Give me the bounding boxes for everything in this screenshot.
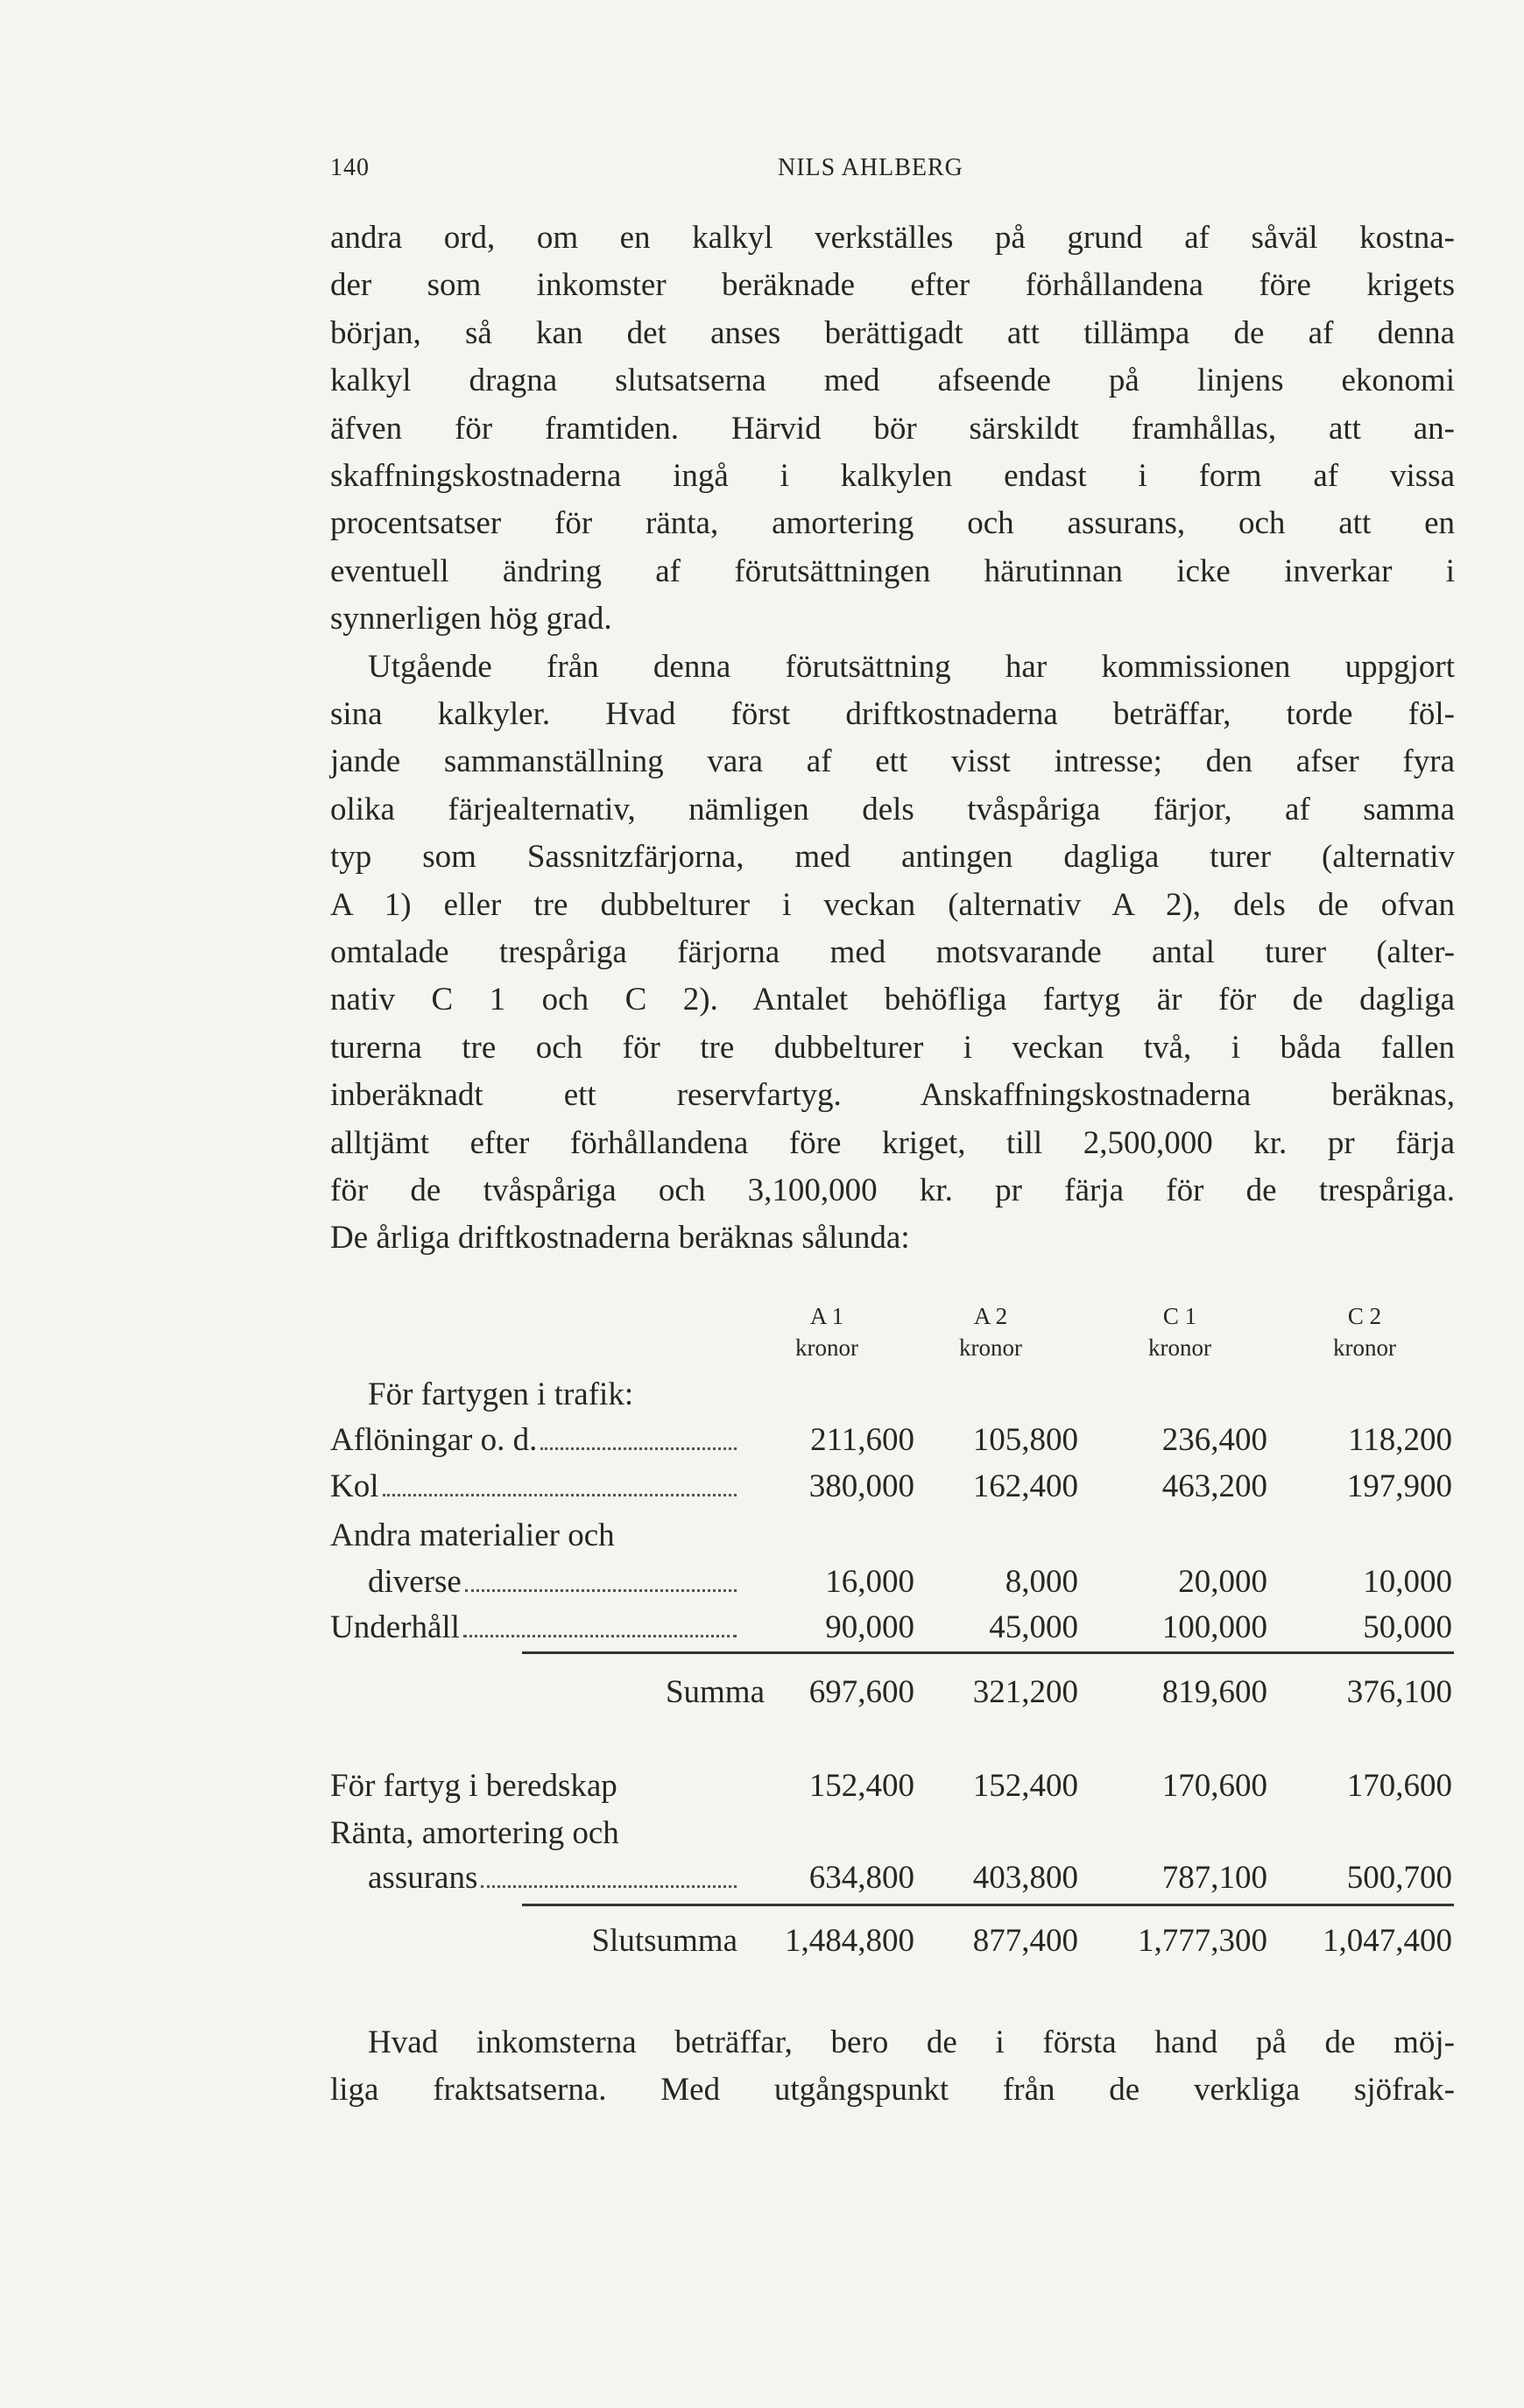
cell-value: 634,800	[808, 1860, 914, 1896]
text-line: procentsatser för ränta, amortering och assurans, och att en	[330, 505, 1455, 542]
row-label-text: Slutsumma	[591, 1923, 737, 1959]
cell-value: 500,700	[1346, 1860, 1452, 1896]
cell-value: 236,400	[1161, 1422, 1267, 1458]
column-unit: kronor	[795, 1334, 858, 1361]
row-label	[330, 1419, 742, 1462]
text-line: för de tvåspåriga och 3,100,000 kr. pr färja för de trespåriga.	[330, 1172, 1455, 1208]
column-name: A 2	[973, 1303, 1008, 1329]
row-label-text: Kol	[330, 1468, 379, 1504]
cell-value: 170,600	[1161, 1768, 1267, 1804]
column-unit: kronor	[1333, 1334, 1396, 1361]
row-label	[330, 1606, 742, 1650]
row-label	[350, 1671, 765, 1714]
section-heading: För fartygen i trafik:	[368, 1377, 634, 1412]
text-line: A 1) eller tre dubbelturer i veckan (alternativ A 2), dels de ofvan	[330, 886, 1455, 923]
text-line: turerna tre och för tre dubbelturer i veckan två, i båda fallen	[330, 1029, 1455, 1066]
cell-value: 162,400	[972, 1468, 1078, 1504]
dot-leader	[540, 1419, 737, 1450]
text-line: andra ord, om en kalkyl verkställes på grund af såväl kostna-	[330, 220, 1455, 256]
text-line: eventuell ändring af förutsättningen härutinnan icke inverkar i	[330, 553, 1455, 589]
cell-value: 321,200	[972, 1674, 1078, 1710]
cell-value: 1,777,300	[1138, 1923, 1267, 1959]
dot-leader	[383, 1465, 737, 1496]
cell-value: 463,200	[1161, 1468, 1267, 1504]
cell-value: 380,000	[808, 1468, 914, 1504]
cell-value: 16,000	[825, 1564, 914, 1600]
cell-value: 1,484,800	[785, 1923, 914, 1959]
cell-value: 697,600	[808, 1674, 914, 1710]
cell-value: 20,000	[1178, 1564, 1267, 1600]
row-label	[350, 1919, 737, 1963]
text-line: början, så kan det anses berättigadt att tillämpa de af denna	[330, 314, 1455, 351]
text-line: omtalade trespåriga färjorna med motsvarande antal turer (alter-	[330, 934, 1455, 970]
text-line: jande sammanställning vara af ett visst intresse; den afser fyra	[330, 743, 1455, 780]
row-label-text: För fartyg i beredskap	[330, 1768, 617, 1804]
column-header-a1	[739, 1300, 914, 1363]
cell-value: 118,200	[1348, 1422, 1452, 1458]
cell-value: 105,800	[972, 1422, 1078, 1458]
dot-leader	[465, 1560, 737, 1592]
cell-value: 376,100	[1346, 1674, 1452, 1710]
cell-value: 787,100	[1161, 1860, 1267, 1896]
column-header-a2	[903, 1300, 1078, 1363]
cell-value: 152,400	[808, 1768, 914, 1804]
column-unit: kronor	[1148, 1334, 1211, 1361]
text-line: inberäknadt ett reservfartyg. Anskaffningskostnaderna beräknas,	[330, 1077, 1455, 1114]
text-line: synnerligen hög grad.	[330, 601, 612, 637]
column-name: C 2	[1347, 1303, 1382, 1329]
cell-value: 211,600	[810, 1422, 914, 1458]
text-line: kalkyl dragna slutsatserna med afseende på linjens ekonomi	[330, 363, 1455, 399]
text-line: der som inkomster beräknade efter förhållandena före krigets	[330, 267, 1455, 304]
cell-value: 90,000	[825, 1609, 914, 1645]
dot-leader	[481, 1856, 737, 1888]
cell-value: 100,000	[1161, 1609, 1267, 1645]
row-label-line1: Andra materialier och	[330, 1517, 615, 1553]
dot-leader	[463, 1606, 737, 1637]
row-label-text: Underhåll	[330, 1609, 460, 1645]
text-line: Utgående från denna förutsättning har kommissionen uppgjort	[368, 648, 1455, 685]
cell-value: 10,000	[1363, 1564, 1452, 1600]
text-line: typ som Sassnitzfärjorna, med antingen dagliga turer (alternativ	[330, 839, 1455, 876]
cell-value: 8,000	[1005, 1564, 1078, 1600]
column-header-c2	[1277, 1300, 1452, 1363]
row-label-text: diverse	[368, 1564, 462, 1600]
column-name: A 1	[809, 1303, 844, 1329]
text-line: nativ C 1 och C 2). Antalet behöfliga fartyg är för de dagliga	[330, 982, 1455, 1018]
page-number: 140	[330, 154, 370, 181]
text-line: De årliga driftkostnaderna beräknas sålunda:	[330, 1220, 910, 1257]
text-line: Hvad inkomsterna beträffar, bero de i första hand på de möj-	[368, 2024, 1455, 2060]
text-line: olika färjealternativ, nämligen dels tvåspåriga färjor, af samma	[330, 791, 1455, 827]
text-line: liga fraktsatserna. Med utgångspunkt från de verkliga sjöfrak-	[330, 2072, 1455, 2109]
text-line: äfven för framtiden. Härvid bör särskildt framhållas, att an-	[330, 410, 1455, 447]
text-line: alltjämt efter förhållandena före kriget, till 2,500,000 kr. pr färja	[330, 1124, 1455, 1161]
column-unit: kronor	[959, 1334, 1022, 1361]
column-header-c1	[1092, 1300, 1267, 1363]
row-label	[330, 1465, 742, 1509]
cell-value: 819,600	[1161, 1674, 1267, 1710]
cell-value: 170,600	[1346, 1768, 1452, 1804]
sum-rule	[522, 1651, 1454, 1654]
cell-value: 50,000	[1363, 1609, 1452, 1645]
cell-value: 877,400	[972, 1923, 1078, 1959]
cell-value: 403,800	[972, 1860, 1078, 1896]
row-label-line1: Ränta, amortering och	[330, 1815, 619, 1851]
cell-value: 197,900	[1346, 1468, 1452, 1504]
total-rule	[522, 1904, 1454, 1906]
row-label	[330, 1764, 742, 1808]
row-label-text: assurans	[368, 1860, 478, 1896]
cell-value: 1,047,400	[1323, 1923, 1452, 1959]
row-label	[368, 1856, 742, 1900]
running-title: NILS AHLBERG	[778, 154, 963, 181]
row-label-text: Summa	[665, 1674, 765, 1710]
cell-value: 152,400	[972, 1768, 1078, 1804]
cell-value: 45,000	[989, 1609, 1078, 1645]
row-label-text: Aflöningar o. d.	[330, 1422, 538, 1458]
text-line: skaffningskostnaderna ingå i kalkylen endast i form af vissa	[330, 458, 1455, 494]
text-line: sina kalkyler. Hvad först driftkostnaderna beträffar, torde föl-	[330, 696, 1455, 732]
column-name: C 1	[1162, 1303, 1197, 1329]
row-label	[368, 1560, 742, 1604]
